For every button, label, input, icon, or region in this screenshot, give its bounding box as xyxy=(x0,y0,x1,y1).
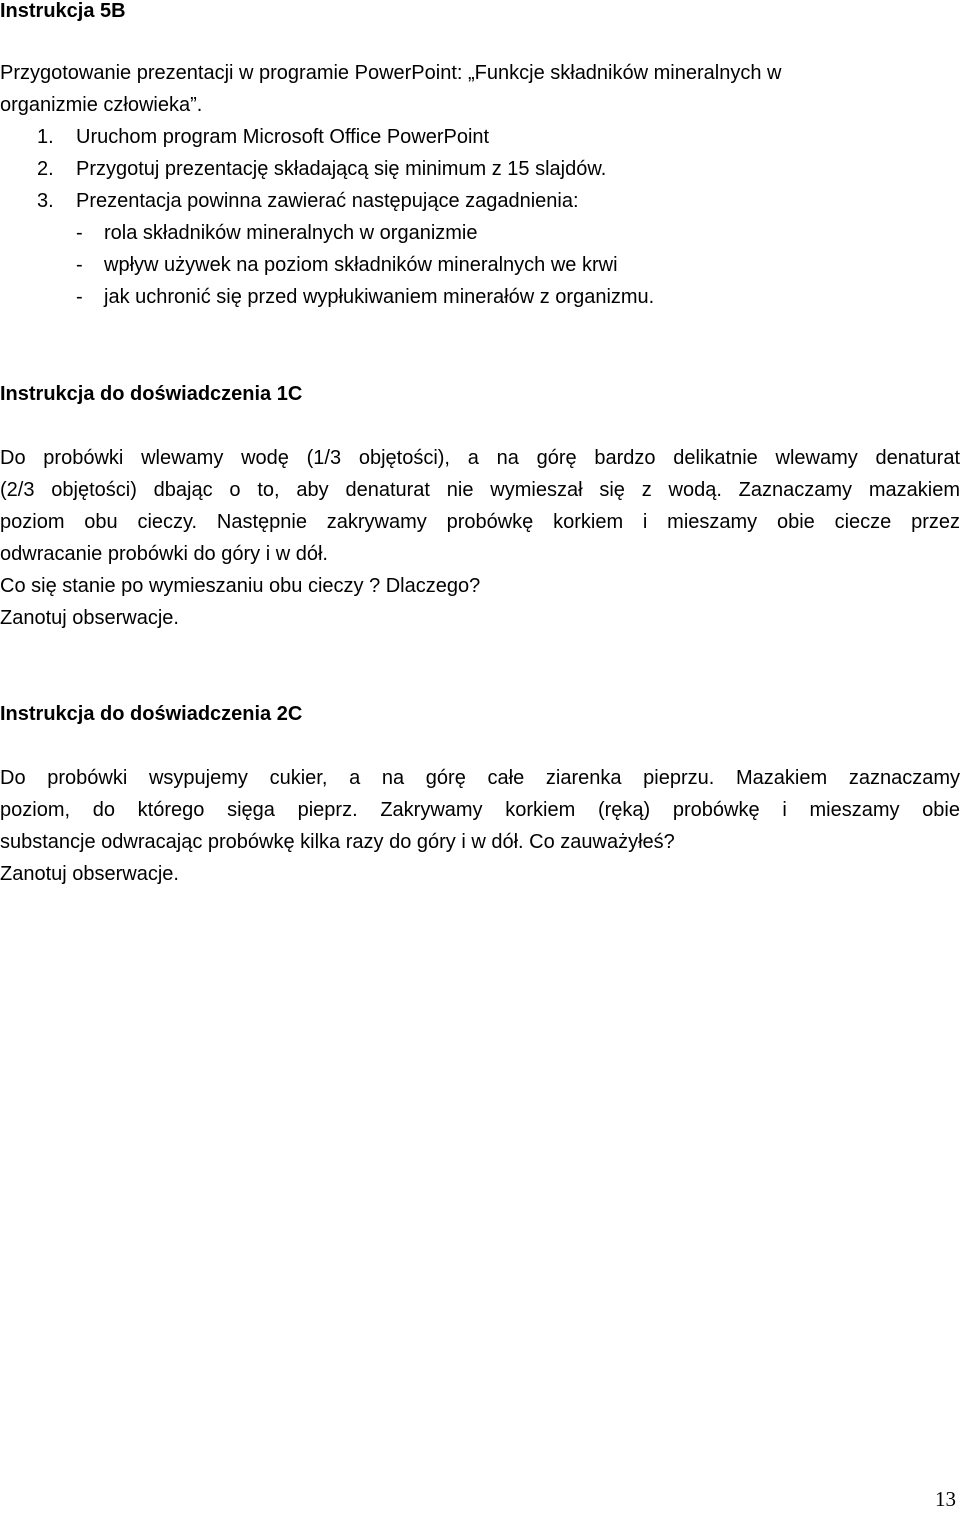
body-line: Do probówki wsypujemy cukier, a na górę całe ziarenka pieprzu. Mazakiem zaznaczamy xyxy=(0,767,960,789)
topic-item xyxy=(0,249,654,281)
step-text: Prezentacja powinna zawierać następujące zagadnienia: xyxy=(76,190,579,212)
body-line: Zanotuj obserwacje. xyxy=(0,863,179,885)
experiment-1c-body xyxy=(0,442,960,634)
body-line: odwracanie probówki do góry i w dół. xyxy=(0,543,328,565)
step-text: Przygotuj prezentację składającą się minimum z 15 slajdów. xyxy=(76,158,607,180)
experiment-1c-title: Instrukcja do doświadczenia 1C xyxy=(0,383,303,405)
step-text: Uruchom program Microsoft Office PowerPoint xyxy=(76,126,490,148)
body-line: (2/3 objętości) dbając o to, aby denaturat nie wymieszał się z wodą. Zaznaczamy mazakiem xyxy=(0,479,960,501)
experiment-2c-title: Instrukcja do doświadczenia 2C xyxy=(0,703,303,725)
instruction-5b-intro xyxy=(0,57,960,121)
topic-text: wpływ używek na poziom składników mineralnych we krwi xyxy=(104,254,618,276)
step-item xyxy=(0,121,606,153)
topic-text: jak uchronić się przed wypłukiwaniem minerałów z organizmu. xyxy=(104,286,655,308)
dash-bullet: - xyxy=(76,254,83,276)
step-number: 3. xyxy=(37,190,54,212)
step-number: 2. xyxy=(37,158,54,180)
page-number: 13 xyxy=(935,1487,956,1511)
step-item xyxy=(0,185,606,217)
instruction-5b-title: Instrukcja 5B xyxy=(0,0,126,22)
body-line: poziom obu cieczy. Następnie zakrywamy probówkę korkiem i mieszamy obie ciecze przez xyxy=(0,511,960,533)
body-line: substancje odwracając probówkę kilka razy do góry i w dół. Co zauważyłeś? xyxy=(0,831,675,853)
experiment-2c-body xyxy=(0,762,960,890)
instruction-steps-list xyxy=(0,121,606,217)
body-line: Co się stanie po wymieszaniu obu cieczy ? Dlaczego? xyxy=(0,575,481,597)
body-line: Zanotuj obserwacje. xyxy=(0,607,179,629)
intro-line: Przygotowanie prezentacji w programie PowerPoint: „Funkcje składników mineralnych w xyxy=(0,62,782,84)
body-line: Do probówki wlewamy wodę (1/3 objętości), a na górę bardzo delikatnie wlewamy denaturat xyxy=(0,447,960,469)
dash-bullet: - xyxy=(76,222,83,244)
topic-text: rola składników mineralnych w organizmie xyxy=(104,222,478,244)
step-item xyxy=(0,153,606,185)
body-line: poziom, do którego sięga pieprz. Zakrywamy korkiem (ręką) probówkę i mieszamy obie xyxy=(0,799,960,821)
intro-line: organizmie człowieka”. xyxy=(0,94,203,116)
dash-bullet: - xyxy=(76,286,83,308)
step-number: 1. xyxy=(37,126,54,148)
topic-item xyxy=(0,281,654,313)
presentation-topics-list xyxy=(0,217,654,313)
topic-item xyxy=(0,217,654,249)
